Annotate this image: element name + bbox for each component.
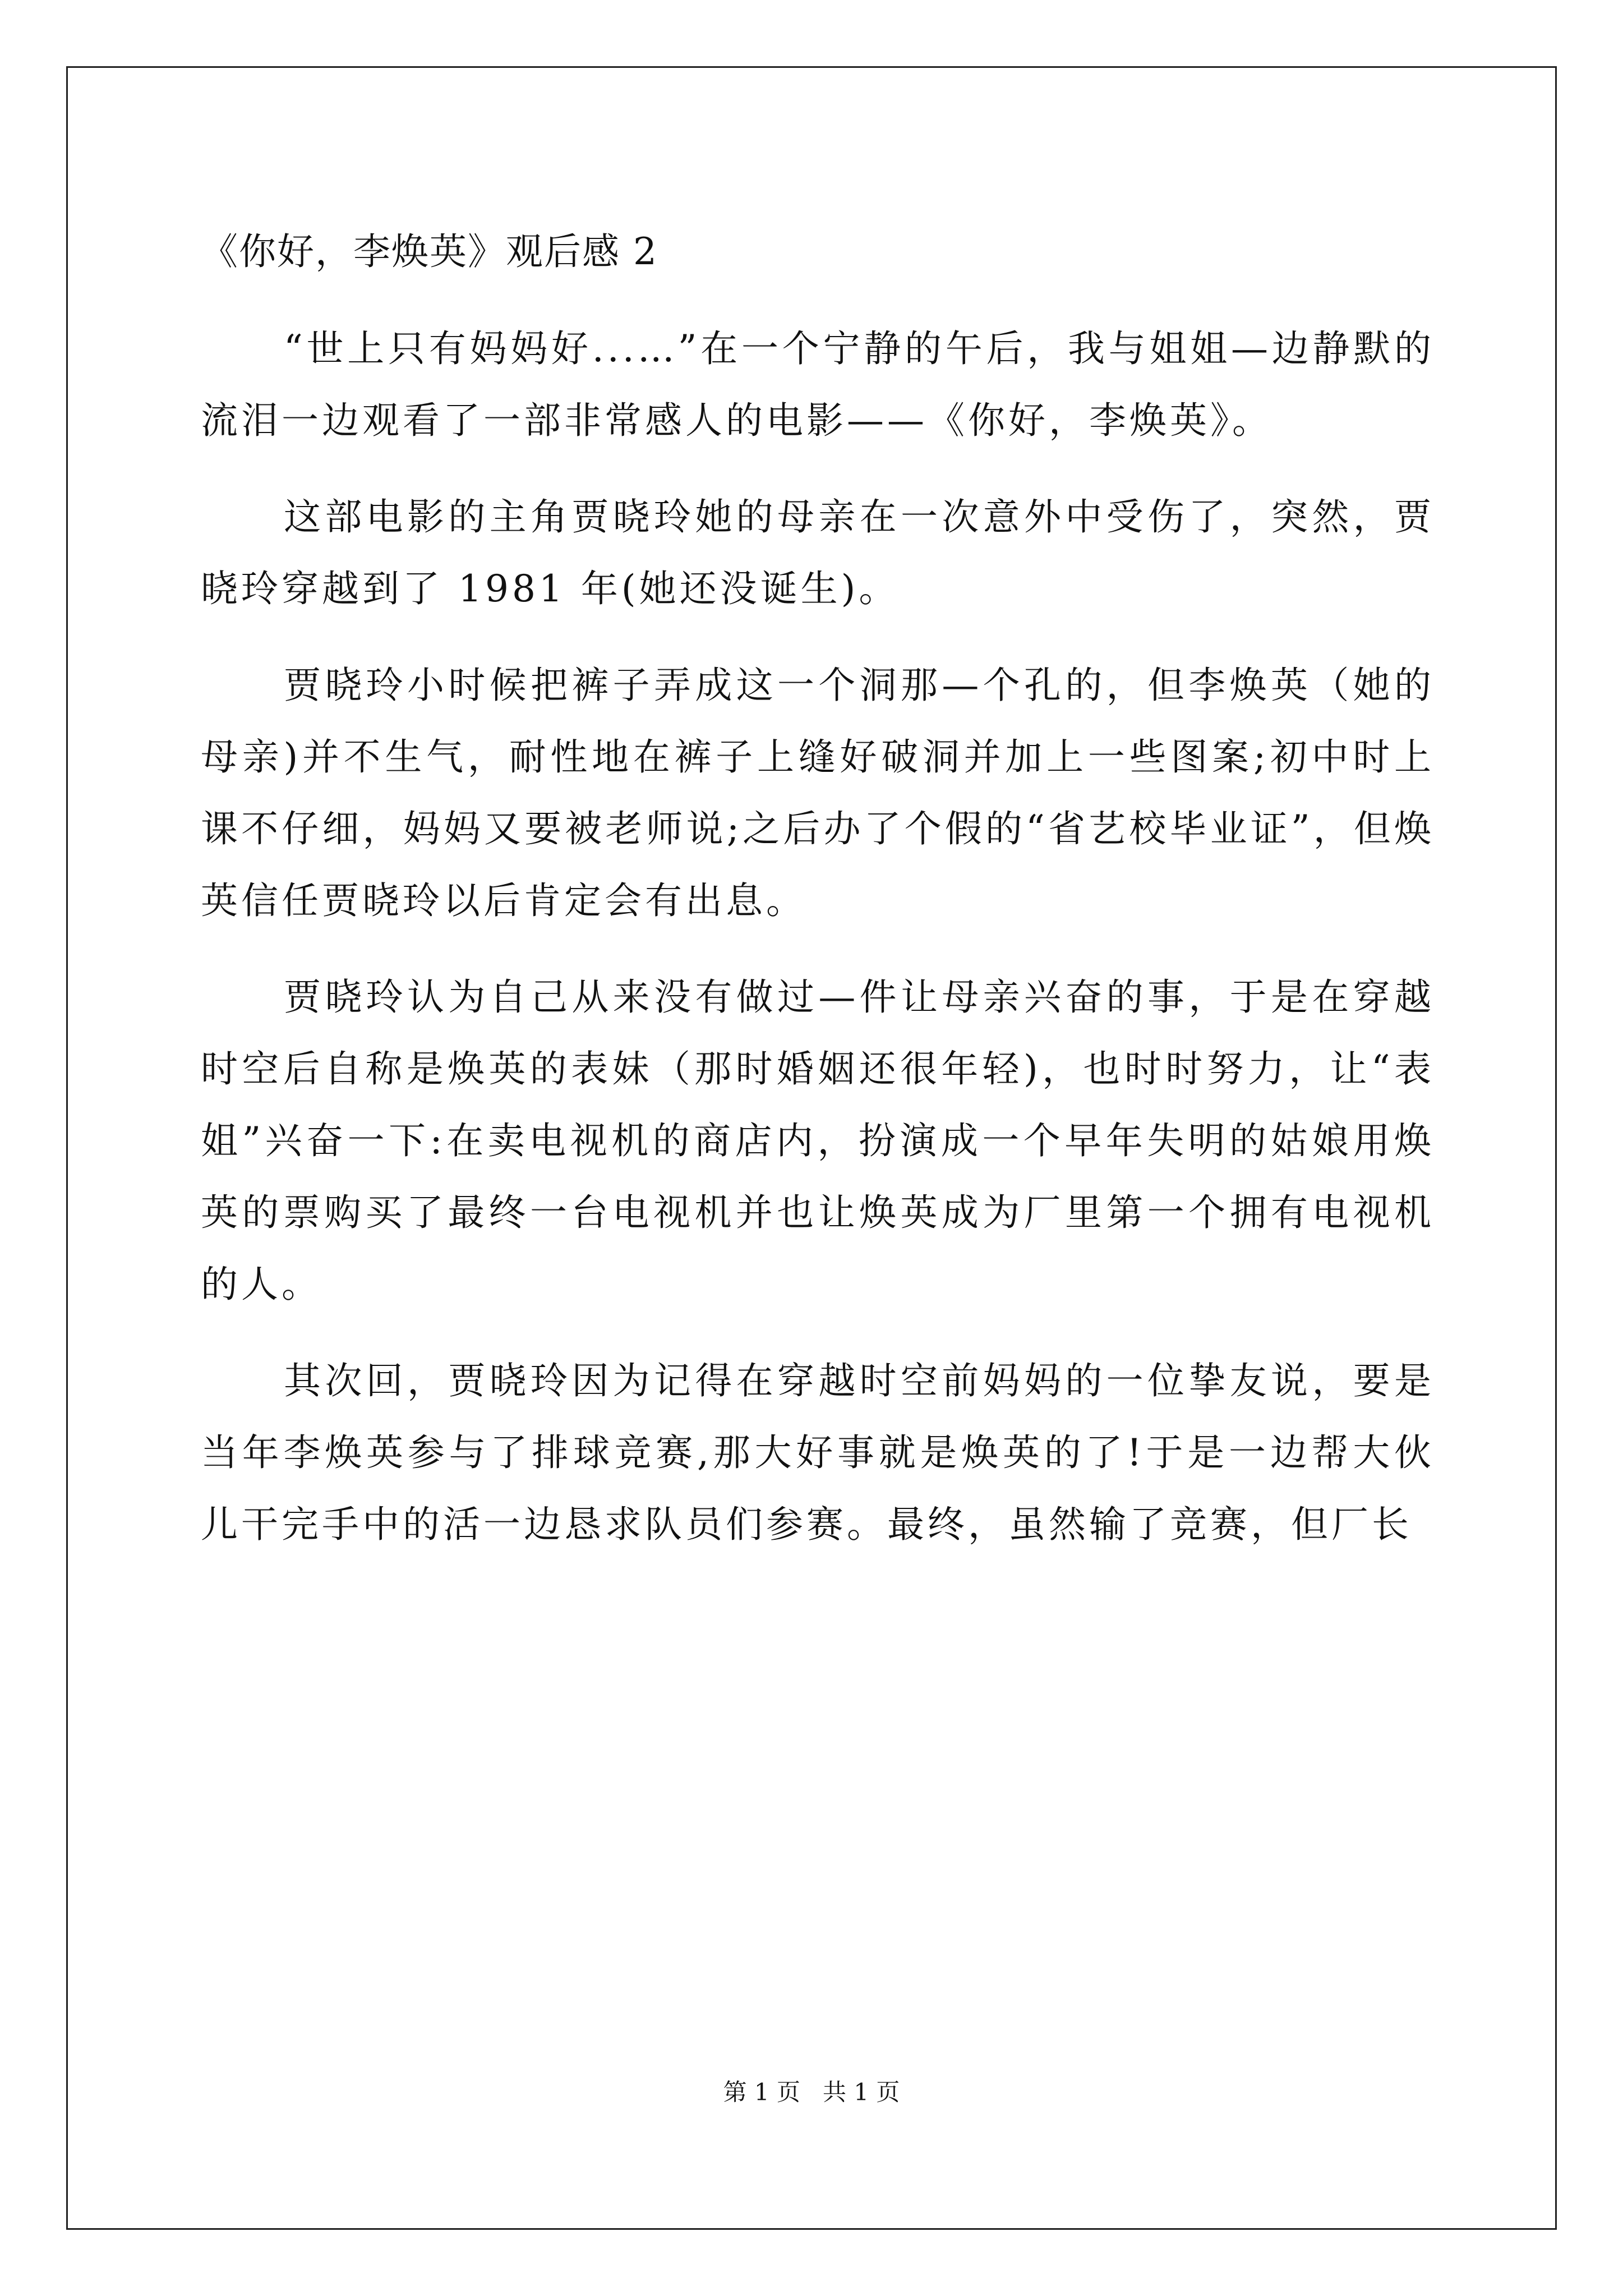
paragraph-2: 这部电影的主角贾晓玲她的母亲在一次意外中受伤了，突然，贾晓玲穿越到了 1981 年(她还没诞生)。 xyxy=(201,495,1435,610)
paragraph-3: 贾晓玲小时候把裤子弄成这一个洞那—个孔的，但李焕英（她的母亲)并不生气，耐性地在裤子上缝好破洞并加上一些图案;初中时上课不仔细，妈妈又要被老师说;之后办了个假的“省艺校毕业证”，但焕英信任贾晓玲以后肯定会有出息。 xyxy=(201,664,1435,922)
page-footer xyxy=(0,2076,1623,2109)
paragraph-4: 贾晓玲认为自己从来没有做过—件让母亲兴奋的事，于是在穿越时空后自称是焕英的表妹（那时婚姻还很年轻)，也时时努力，让“表姐”兴奋一下:在卖电视机的商店内，扮演成一个早年失明的姑娘用焕英的票购买了最终一台电视机并也让焕英成为厂里第一个拥有电视机的人。 xyxy=(201,976,1435,1306)
document-title: 《你好，李焕英》观后感 2 xyxy=(201,230,658,273)
page-total: 共 1 页 xyxy=(823,2078,900,2106)
paragraph-1: “世上只有妈妈好...…”在一个宁静的午后，我与姐姐—边静默的流泪一边观看了一部非常感人的电影——《你好，李焕英》。 xyxy=(201,327,1435,442)
document-body xyxy=(201,215,1435,1585)
paragraph-5: 其次回，贾晓玲因为记得在穿越时空前妈妈的一位挚友说，要是当年李焕英参与了排球竞赛,那大好事就是焕英的了!于是一边帮大伙儿干完手中的活一边恳求队员们参赛。最终，虽然输了竞赛，但厂长 xyxy=(201,1359,1435,1546)
page-number: 第 1 页 xyxy=(723,2078,800,2106)
